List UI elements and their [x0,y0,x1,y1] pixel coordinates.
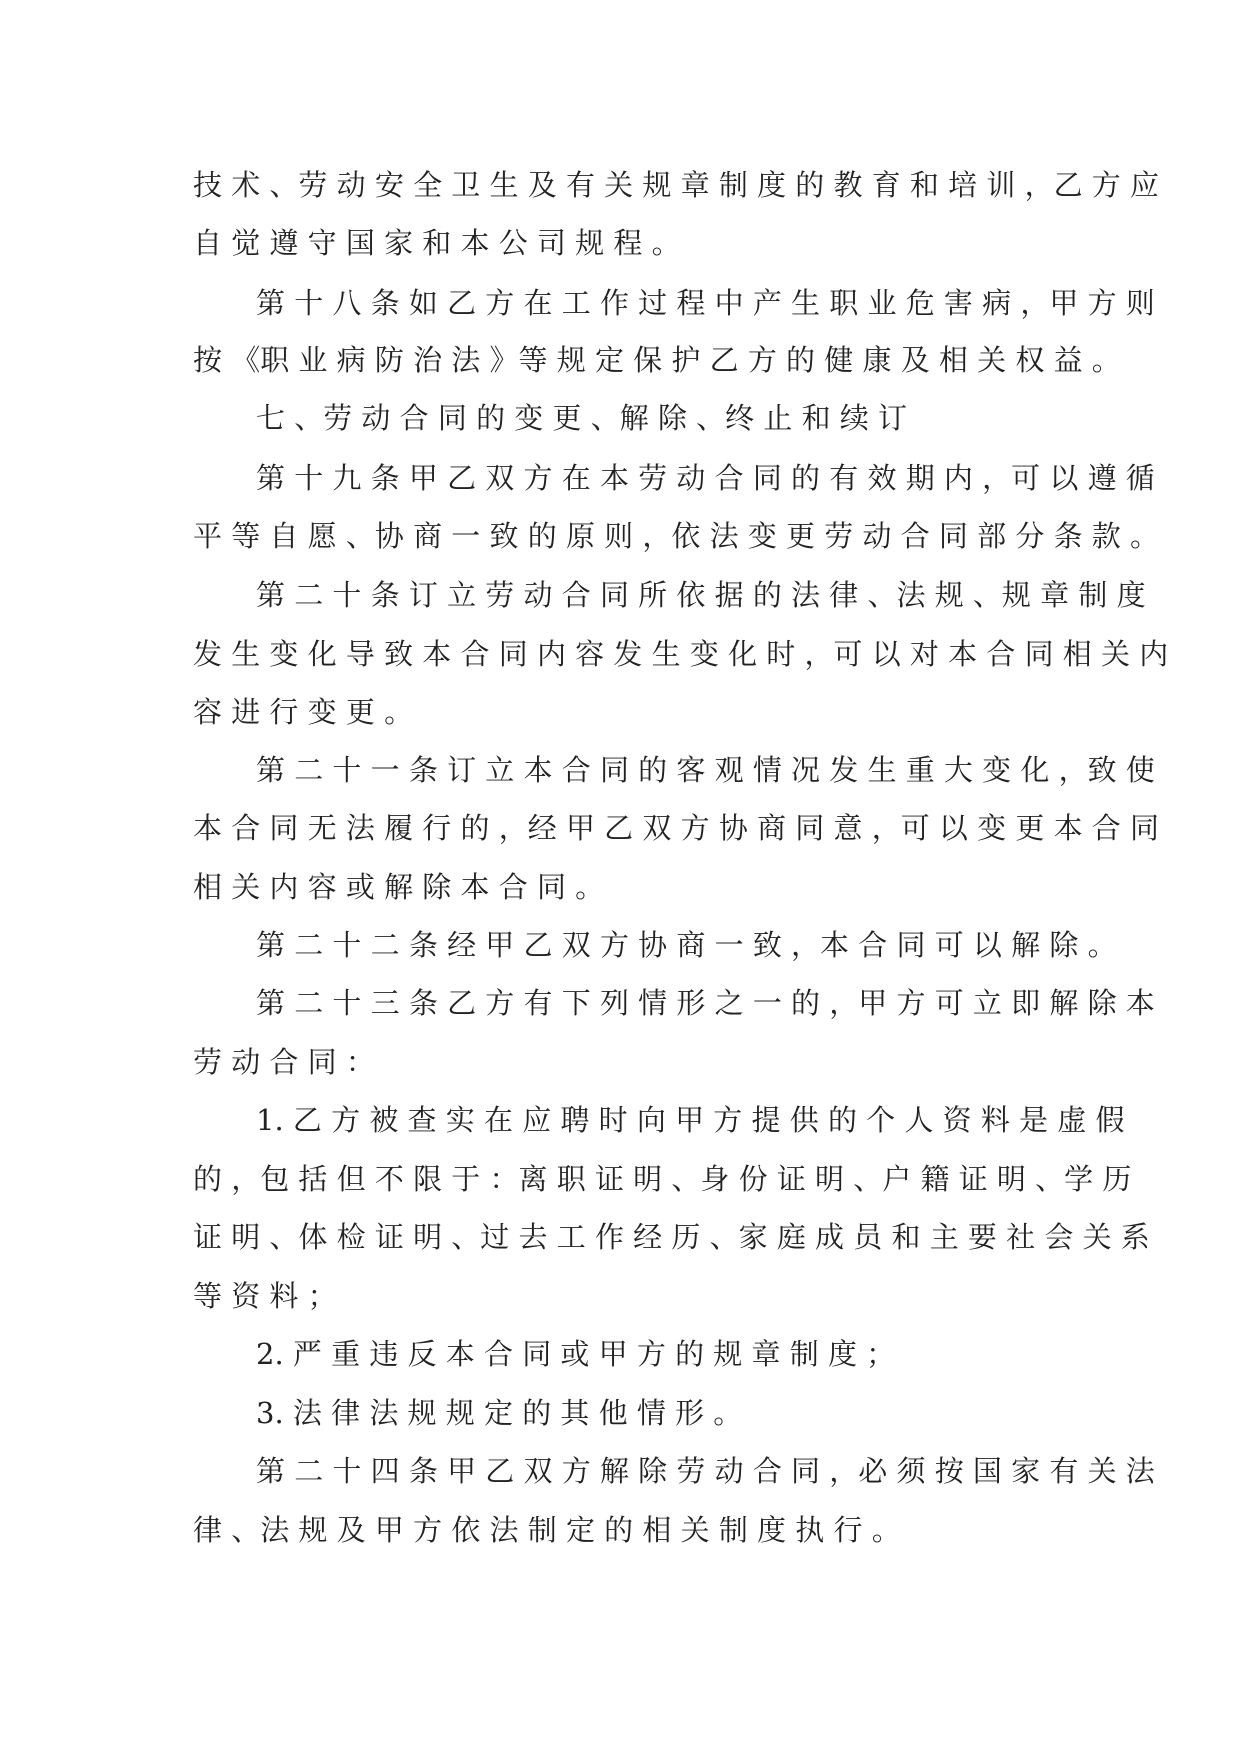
text-line: 劳 动 合 同 ： [193,1045,375,1079]
text-line: 第 二 十 三 条 乙 方 有 下 列 情 形 之 一 的 ，甲 方 可 立 即 解 除 本 [256,986,1155,1020]
text-line: 平 等 自 愿 、协 商 一 致 的 原 则 ，依 法 变 更 劳 动 合 同 部 分 条 款 。 [193,519,1160,553]
text-line: 第 二 十 条 订 立 劳 动 合 同 所 依 据 的 法 律 、法 规 、规 章 制 度 [256,578,1146,612]
text-line: 本 合 同 无 法 履 行 的 ，经 甲 乙 双 方 协 商 同 意 ，可 以 变 更 本 合 同 [193,811,1160,845]
text-line: 相 关 内 容 或 解 除 本 合 同 。 [193,870,605,904]
section-heading: 七 、劳 动 合 同 的 变 更 、解 除 、终 止 和 续 订 [256,401,908,435]
text-line: 第 二 十 二 条 经 甲 乙 双 方 协 商 一 致 ，本 合 同 可 以 解 除 。 [256,928,1117,962]
text-line: 律 、法 规 及 甲 方 依 法 制 定 的 相 关 制 度 执 行 。 [193,1513,901,1547]
text-line: 按 《职 业 病 防 治 法 》等 规 定 保 护 乙 方 的 健 康 及 相 关 权 益 。 [193,343,1121,377]
text-line: 的 ，包 括 但 不 限 于 ：离 职 证 明 、身 份 证 明 、户 籍 证 明 、学 历 [193,1162,1132,1196]
text-line: 第 二 十 一 条 订 立 本 合 同 的 客 观 情 况 发 生 重 大 变 化 ，致 使 [256,753,1155,787]
text-line: 等 资 料 ； [193,1279,337,1313]
text-line: 3. 法 律 法 规 规 定 的 其 他 情 形 。 [256,1396,743,1430]
text-line: 发 生 变 化 导 致 本 合 同 内 容 发 生 变 化 时 ，可 以 对 本 合 同 相 关 内 [193,637,1169,671]
text-line: 第 十 八 条 如 乙 方 在 工 作 过 程 中 产 生 职 业 危 害 病 ，甲 方 则 [256,286,1155,320]
text-line: 1. 乙 方 被 查 实 在 应 聘 时 向 甲 方 提 供 的 个 人 资 料 是 虚 假 [256,1103,1125,1137]
text-line: 2. 严 重 违 反 本 合 同 或 甲 方 的 规 章 制 度 ； [256,1337,896,1371]
text-line: 第 十 九 条 甲 乙 双 方 在 本 劳 动 合 同 的 有 效 期 内 ，可 以 遵 循 [256,461,1155,495]
text-line: 自 觉 遵 守 国 家 和 本 公 司 规 程 。 [193,226,681,260]
text-line: 证 明 、体 检 证 明 、过 去 工 作 经 历 、家 庭 成 员 和 主 要 社 会 关 系 [193,1220,1150,1254]
text-line: 技 术 、劳 动 安 全 卫 生 及 有 关 规 章 制 度 的 教 育 和 培 训 ，乙 方 应 [193,168,1160,202]
text-line: 容 进 行 变 更 。 [193,695,414,729]
text-line: 第 二 十 四 条 甲 乙 双 方 解 除 劳 动 合 同 ，必 须 按 国 家 有 关 法 [256,1454,1155,1488]
